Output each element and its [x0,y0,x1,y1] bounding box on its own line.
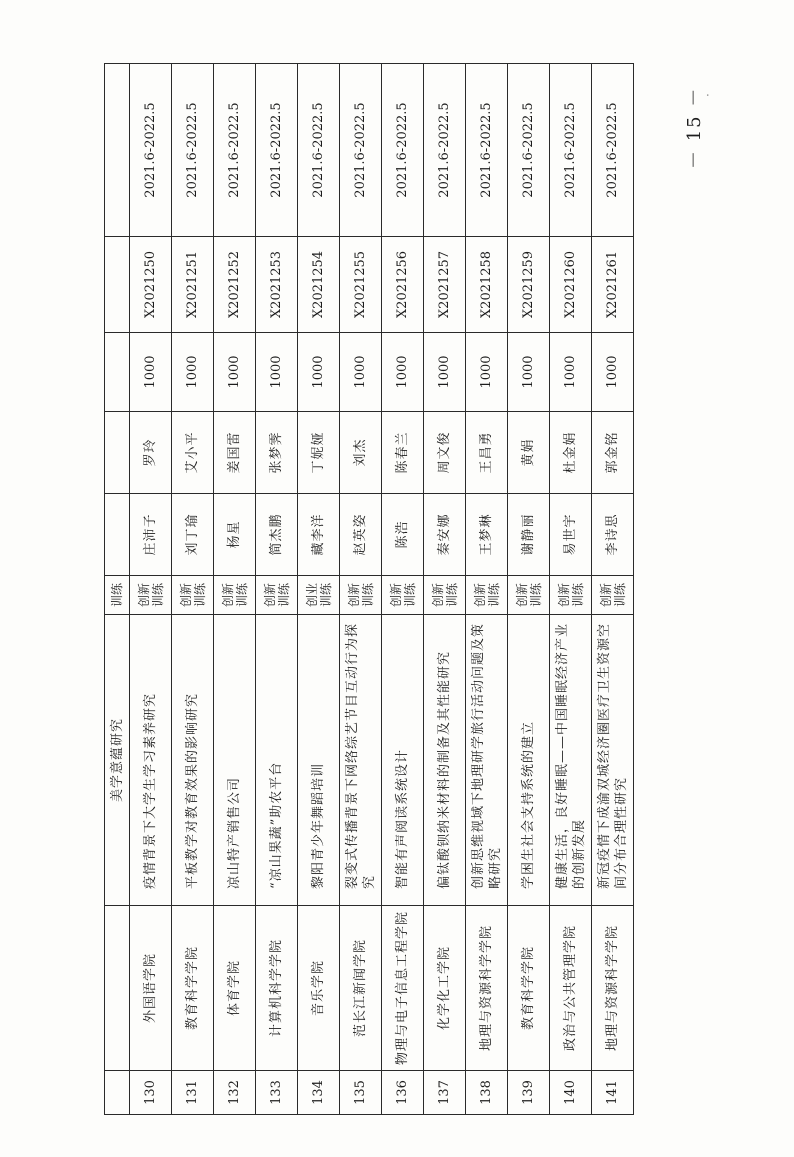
project-topic-cell: 学困生社会支持系统的建立 [508,615,550,906]
project-type-cell: 创新训练 [172,576,214,615]
project-type-cell: 创新训练 [508,576,550,615]
advisor-cell: 黄娟 [508,412,550,494]
funding-cell: 1000 [592,333,634,412]
college-cell: 范长江新闻学院 [340,906,382,1071]
period-cell: 2021.6-2022.5 [172,64,214,237]
project-type-cell: 创新训练 [550,576,592,615]
project-topic-cell: 疫情背景下大学生学习素养研究 [130,615,172,906]
period-cell: 2021.6-2022.5 [550,64,592,237]
row-number-cell: 130 [130,1071,172,1115]
project-type-cell: 创新训练 [592,576,634,615]
table-row [256,64,298,1115]
period-cell: 2021.6-2022.5 [340,64,382,237]
funding-cell: 1000 [172,333,214,412]
project-topic-cell: “凉山果蔬”助农平台 [256,615,298,906]
project-topic-cell: 平板教学对教育效果的影响研究 [172,615,214,906]
row-number-cell: 136 [382,1071,424,1115]
funding-cell: 1000 [508,333,550,412]
header-cell-blank [105,906,130,1071]
table-row [382,64,424,1115]
header-row [105,64,130,1115]
row-number-cell: 133 [256,1071,298,1115]
project-code-cell: X2021254 [298,237,340,333]
project-topic-cell: 创新思维视域下地理研学旅行活动问题及策略研究 [466,615,508,906]
row-number-cell: 139 [508,1071,550,1115]
period-cell: 2021.6-2022.5 [214,64,256,237]
advisor-cell: 罗玲 [130,412,172,494]
header-cell-blank [105,64,130,237]
period-cell: 2021.6-2022.5 [256,64,298,237]
period-cell: 2021.6-2022.5 [130,64,172,237]
rotated-page [0,35,759,1157]
funding-cell: 1000 [424,333,466,412]
project-topic-cell: 黎阳青少年舞蹈培训 [298,615,340,906]
project-table [104,63,634,1115]
project-code-cell: X2021250 [130,237,172,333]
college-cell: 政治与公共管理学院 [550,906,592,1071]
project-code-cell: X2021256 [382,237,424,333]
project-topic-cell: 凉山特产销售公司 [214,615,256,906]
leader-cell: 刘丁瑜 [172,494,214,576]
project-type-cell: 创新训练 [340,576,382,615]
header-section-label: 美学意蕴研究 [105,615,130,906]
project-type-cell: 创新训练 [466,576,508,615]
row-number-cell: 138 [466,1071,508,1115]
project-code-cell: X2021258 [466,237,508,333]
college-cell: 化学化工学院 [424,906,466,1071]
leader-cell: 杨星 [214,494,256,576]
advisor-cell: 张梦霁 [256,412,298,494]
college-cell: 地理与资源科学学院 [592,906,634,1071]
project-type-cell: 创新训练 [130,576,172,615]
college-cell: 计算机科学学院 [256,906,298,1071]
leader-cell: 王梦琳 [466,494,508,576]
row-number-cell: 134 [298,1071,340,1115]
project-type-cell: 创新训练 [424,576,466,615]
table-row [508,64,550,1115]
row-number-cell: 132 [214,1071,256,1115]
leader-cell: 易世宇 [550,494,592,576]
project-topic-cell: 裂变式传播背景下网络综艺节目互动行为探究 [340,615,382,906]
advisor-cell: 郭金铭 [592,412,634,494]
project-type-cell: 创新训练 [382,576,424,615]
project-code-cell: X2021255 [340,237,382,333]
period-cell: 2021.6-2022.5 [592,64,634,237]
row-number-cell: 140 [550,1071,592,1115]
funding-cell: 1000 [298,333,340,412]
college-cell: 地理与资源科学学院 [466,906,508,1071]
header-cell-blank [105,494,130,576]
funding-cell: 1000 [550,333,592,412]
period-cell: 2021.6-2022.5 [382,64,424,237]
advisor-cell: 丁妮娅 [298,412,340,494]
project-type-cell: 创新训练 [214,576,256,615]
funding-cell: 1000 [256,333,298,412]
period-cell: 2021.6-2022.5 [466,64,508,237]
leader-cell: 秦安娜 [424,494,466,576]
project-code-cell: X2021261 [592,237,634,333]
row-number-cell: 141 [592,1071,634,1115]
table-row [298,64,340,1115]
row-number-cell: 131 [172,1071,214,1115]
leader-cell: 简杰鹏 [256,494,298,576]
leader-cell: 庄沛子 [130,494,172,576]
row-number-cell: 137 [424,1071,466,1115]
leader-cell: 赵英姿 [340,494,382,576]
project-code-cell: X2021260 [550,237,592,333]
project-code-cell: X2021251 [172,237,214,333]
header-cell-blank [105,237,130,333]
funding-cell: 1000 [340,333,382,412]
project-topic-cell: 智能有声阅读系统设计 [382,615,424,906]
table-row [550,64,592,1115]
leader-cell: 李诗思 [592,494,634,576]
funding-cell: 1000 [130,333,172,412]
advisor-cell: 姜国雷 [214,412,256,494]
period-cell: 2021.6-2022.5 [298,64,340,237]
leader-cell: 陈浩 [382,494,424,576]
project-topic-cell: 健康生活，良好睡眠——中国睡眠经济产业的创新发展 [550,615,592,906]
advisor-cell: 王昌勇 [466,412,508,494]
funding-cell: 1000 [382,333,424,412]
header-section-type: 训练 [105,576,130,615]
advisor-cell: 艾小平 [172,412,214,494]
period-cell: 2021.6-2022.5 [508,64,550,237]
table-row [172,64,214,1115]
project-type-cell: 创新训练 [256,576,298,615]
advisor-cell: 周文俊 [424,412,466,494]
advisor-cell: 刘杰 [340,412,382,494]
period-cell: 2021.6-2022.5 [424,64,466,237]
table-row [592,64,634,1115]
project-topic-cell: 偏钛酸钡纳米材料的制备及其性能研究 [424,615,466,906]
advisor-cell: 陈春兰 [382,412,424,494]
advisor-cell: 杜金娟 [550,412,592,494]
project-code-cell: X2021259 [508,237,550,333]
college-cell: 物理与电子信息工程学院 [382,906,424,1071]
page-number: － 15 － [684,86,705,169]
table-row [424,64,466,1115]
college-cell: 外国语学院 [130,906,172,1071]
college-cell: 音乐学院 [298,906,340,1071]
header-cell-blank [105,333,130,412]
table-row [466,64,508,1115]
row-number-cell: 135 [340,1071,382,1115]
project-topic-cell: 新冠疫情下成渝双城经济圈医疗卫生资源空间分布合理性研究 [592,615,634,906]
table-row [214,64,256,1115]
header-cell-blank [105,1071,130,1115]
college-cell: 体育学院 [214,906,256,1071]
college-cell: 教育科学学院 [508,906,550,1071]
project-code-cell: X2021253 [256,237,298,333]
header-cell-blank [105,412,130,494]
funding-cell: 1000 [466,333,508,412]
table-row [340,64,382,1115]
leader-cell: 藏李洋 [298,494,340,576]
project-code-cell: X2021252 [214,237,256,333]
table-row [130,64,172,1115]
college-cell: 教育科学学院 [172,906,214,1071]
project-type-cell: 创业训练 [298,576,340,615]
project-code-cell: X2021257 [424,237,466,333]
funding-cell: 1000 [214,333,256,412]
leader-cell: 谢静丽 [508,494,550,576]
margin-mark: · [701,93,715,97]
